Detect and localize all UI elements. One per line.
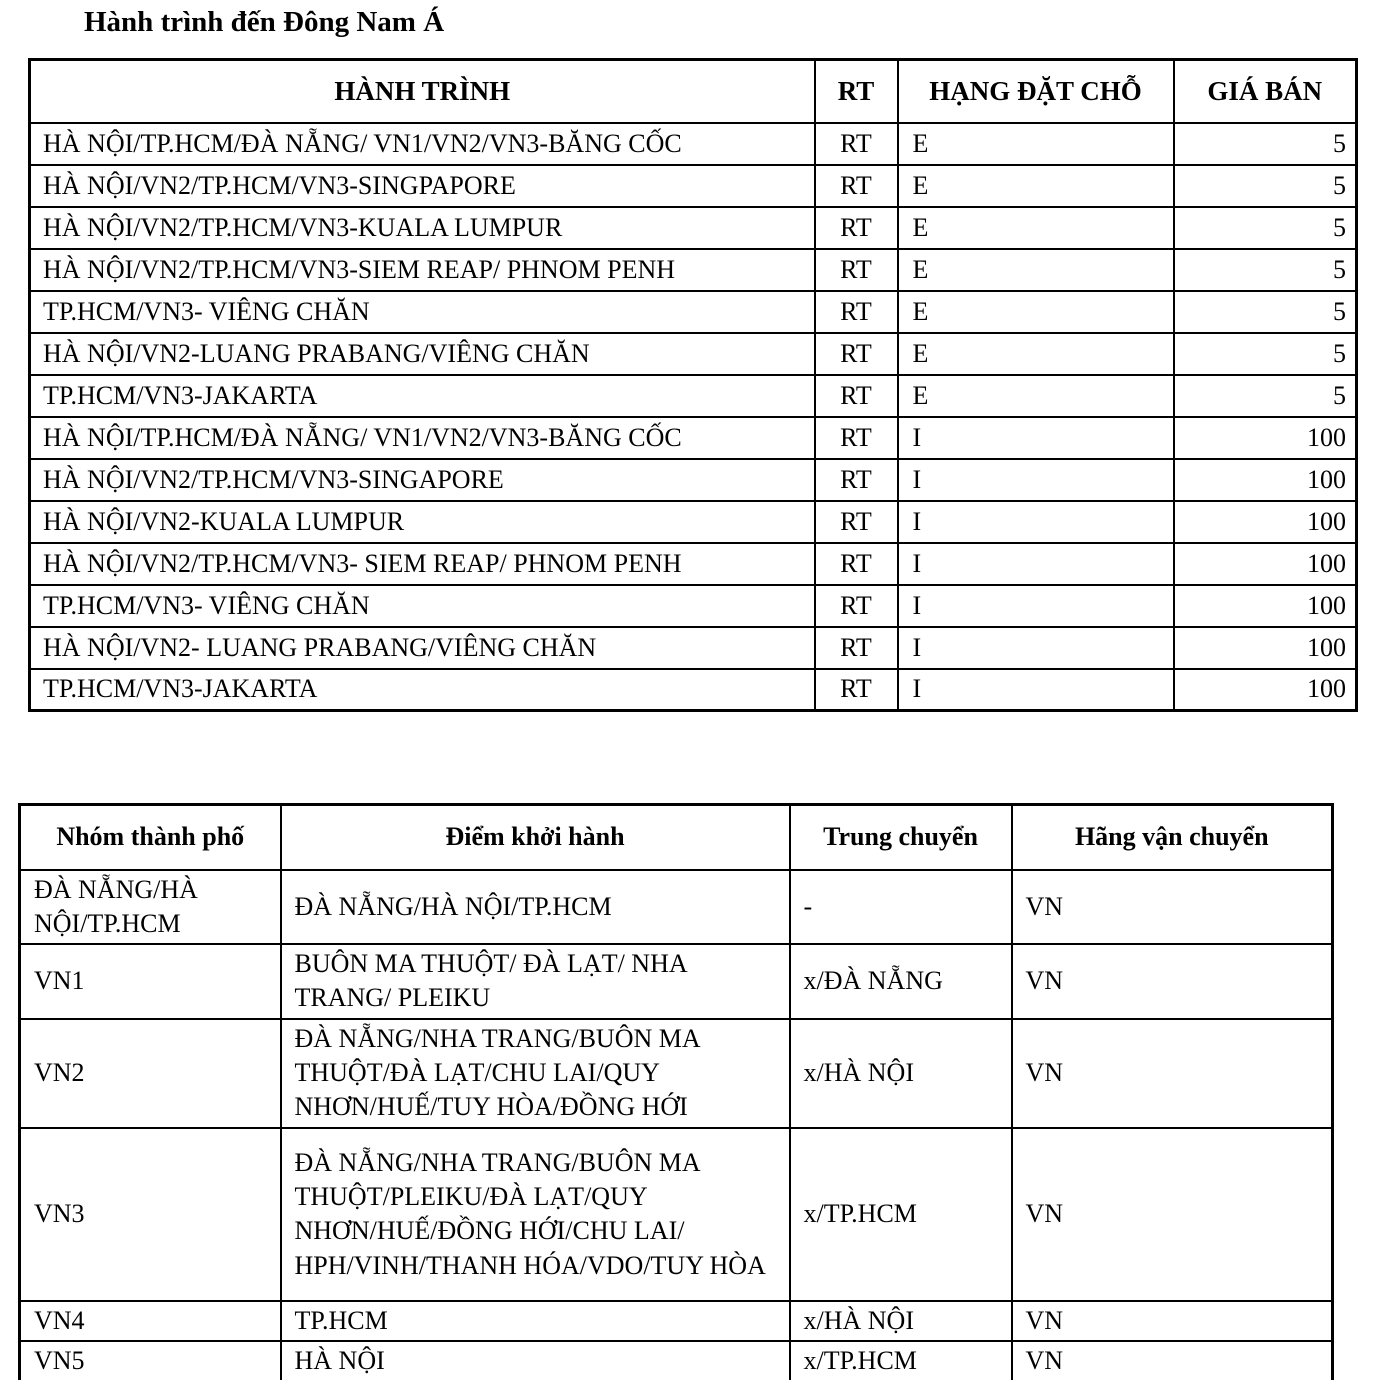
city-group-cell: VN1 — [20, 944, 281, 1019]
route-cell: HÀ NỘI/VN2/TP.HCM/VN3- SIEM REAP/ PHNOM PENH — [30, 543, 815, 585]
booking-class-cell: E — [898, 249, 1174, 291]
transit-cell: x/HÀ NỘI — [790, 1019, 1012, 1128]
carrier-cell: VN — [1012, 1341, 1333, 1380]
city-group-row — [20, 1341, 1333, 1380]
itinerary-row — [30, 123, 1357, 165]
itinerary-row — [30, 375, 1357, 417]
rt-cell: RT — [815, 669, 898, 711]
itinerary-row — [30, 543, 1357, 585]
route-cell: TP.HCM/VN3-JAKARTA — [30, 375, 815, 417]
departure-point-cell: ĐÀ NẴNG/HÀ NỘI/TP.HCM — [281, 870, 790, 945]
price-cell: 5 — [1174, 207, 1357, 249]
route-cell: HÀ NỘI/VN2/TP.HCM/VN3-KUALA LUMPUR — [30, 207, 815, 249]
carrier-cell: VN — [1012, 870, 1333, 945]
price-cell: 5 — [1174, 291, 1357, 333]
itinerary-row — [30, 669, 1357, 711]
booking-class-cell: I — [898, 501, 1174, 543]
carrier-cell: VN — [1012, 1128, 1333, 1301]
city-group-table — [18, 803, 1334, 1380]
rt-cell: RT — [815, 417, 898, 459]
booking-class-cell: E — [898, 333, 1174, 375]
rt-cell: RT — [815, 543, 898, 585]
city-group-cell: VN4 — [20, 1301, 281, 1341]
rt-cell: RT — [815, 459, 898, 501]
city-group-cell: VN3 — [20, 1128, 281, 1301]
header-carrier: Hãng vận chuyển — [1012, 805, 1333, 870]
price-cell: 100 — [1174, 669, 1357, 711]
itinerary-table — [28, 58, 1358, 712]
route-cell: TP.HCM/VN3- VIÊNG CHĂN — [30, 291, 815, 333]
header-rt: RT — [815, 60, 898, 123]
transit-cell: x/ĐÀ NẴNG — [790, 944, 1012, 1019]
booking-class-cell: E — [898, 123, 1174, 165]
booking-class-cell: I — [898, 627, 1174, 669]
departure-point-cell: BUÔN MA THUỘT/ ĐÀ LẠT/ NHA TRANG/ PLEIKU — [281, 944, 790, 1019]
rt-cell: RT — [815, 375, 898, 417]
route-cell: HÀ NỘI/VN2/TP.HCM/VN3-SIEM REAP/ PHNOM PENH — [30, 249, 815, 291]
itinerary-row — [30, 585, 1357, 627]
header-transit: Trung chuyển — [790, 805, 1012, 870]
itinerary-row — [30, 627, 1357, 669]
city-group-cell: VN5 — [20, 1341, 281, 1380]
city-group-row — [20, 1301, 1333, 1341]
rt-cell: RT — [815, 333, 898, 375]
city-group-cell: ĐÀ NẴNG/HÀ NỘI/TP.HCM — [20, 870, 281, 945]
price-cell: 100 — [1174, 459, 1357, 501]
booking-class-cell: I — [898, 585, 1174, 627]
route-cell: HÀ NỘI/VN2/TP.HCM/VN3-SINGAPORE — [30, 459, 815, 501]
route-cell: HÀ NỘI/VN2/TP.HCM/VN3-SINGPAPORE — [30, 165, 815, 207]
route-cell: HÀ NỘI/VN2-LUANG PRABANG/VIÊNG CHĂN — [30, 333, 815, 375]
transit-cell: - — [790, 870, 1012, 945]
booking-class-cell: E — [898, 207, 1174, 249]
header-route: HÀNH TRÌNH — [30, 60, 815, 123]
booking-class-cell: E — [898, 165, 1174, 207]
price-cell: 100 — [1174, 543, 1357, 585]
booking-class-cell: E — [898, 375, 1174, 417]
price-cell: 5 — [1174, 333, 1357, 375]
itinerary-row — [30, 501, 1357, 543]
route-cell: HÀ NỘI/TP.HCM/ĐÀ NẴNG/ VN1/VN2/VN3-BĂNG CỐC — [30, 123, 815, 165]
departure-point-cell: ĐÀ NẴNG/NHA TRANG/BUÔN MA THUỘT/PLEIKU/ĐÀ LẠT/QUY NHƠN/HUẾ/ĐỒNG HỚI/CHU LAI/ HPH/VINH/THANH HÓA/VDO/TUY HÒA — [281, 1128, 790, 1301]
itinerary-row — [30, 459, 1357, 501]
carrier-cell: VN — [1012, 944, 1333, 1019]
booking-class-cell: I — [898, 417, 1174, 459]
itinerary-row — [30, 417, 1357, 459]
booking-class-cell: I — [898, 669, 1174, 711]
rt-cell: RT — [815, 249, 898, 291]
transit-cell: x/TP.HCM — [790, 1341, 1012, 1380]
rt-cell: RT — [815, 123, 898, 165]
rt-cell: RT — [815, 291, 898, 333]
price-cell: 5 — [1174, 123, 1357, 165]
departure-point-cell: ĐÀ NẴNG/NHA TRANG/BUÔN MA THUỘT/ĐÀ LẠT/CHU LAI/QUY NHƠN/HUẾ/TUY HÒA/ĐỒNG HỚI — [281, 1019, 790, 1128]
price-cell: 5 — [1174, 165, 1357, 207]
itinerary-row — [30, 333, 1357, 375]
route-cell: HÀ NỘI/VN2-KUALA LUMPUR — [30, 501, 815, 543]
price-cell: 5 — [1174, 249, 1357, 291]
price-cell: 100 — [1174, 417, 1357, 459]
header-price: GIÁ BÁN — [1174, 60, 1357, 123]
itinerary-row — [30, 165, 1357, 207]
rt-cell: RT — [815, 627, 898, 669]
carrier-cell: VN — [1012, 1301, 1333, 1341]
rt-cell: RT — [815, 501, 898, 543]
booking-class-cell: I — [898, 543, 1174, 585]
itinerary-row — [30, 207, 1357, 249]
route-cell: TP.HCM/VN3- VIÊNG CHĂN — [30, 585, 815, 627]
header-booking-class: HẠNG ĐẶT CHỖ — [898, 60, 1174, 123]
price-cell: 100 — [1174, 627, 1357, 669]
city-group-cell: VN2 — [20, 1019, 281, 1128]
route-cell: HÀ NỘI/TP.HCM/ĐÀ NẴNG/ VN1/VN2/VN3-BĂNG CỐC — [30, 417, 815, 459]
city-group-row — [20, 944, 1333, 1019]
carrier-cell: VN — [1012, 1019, 1333, 1128]
city-group-row — [20, 1128, 1333, 1301]
transit-cell: x/TP.HCM — [790, 1128, 1012, 1301]
itinerary-row — [30, 249, 1357, 291]
itinerary-header-row — [30, 60, 1357, 123]
rt-cell: RT — [815, 207, 898, 249]
header-departure-point: Điểm khởi hành — [281, 805, 790, 870]
transit-cell: x/HÀ NỘI — [790, 1301, 1012, 1341]
price-cell: 5 — [1174, 375, 1357, 417]
city-group-header-row — [20, 805, 1333, 870]
city-group-row — [20, 870, 1333, 945]
departure-point-cell: HÀ NỘI — [281, 1341, 790, 1380]
rt-cell: RT — [815, 165, 898, 207]
price-cell: 100 — [1174, 501, 1357, 543]
rt-cell: RT — [815, 585, 898, 627]
city-group-row — [20, 1019, 1333, 1128]
price-cell: 100 — [1174, 585, 1357, 627]
route-cell: HÀ NỘI/VN2- LUANG PRABANG/VIÊNG CHĂN — [30, 627, 815, 669]
departure-point-cell: TP.HCM — [281, 1301, 790, 1341]
document-title: Hành trình đến Đông Nam Á — [84, 6, 445, 38]
booking-class-cell: E — [898, 291, 1174, 333]
booking-class-cell: I — [898, 459, 1174, 501]
itinerary-row — [30, 291, 1357, 333]
header-city-group: Nhóm thành phố — [20, 805, 281, 870]
route-cell: TP.HCM/VN3-JAKARTA — [30, 669, 815, 711]
